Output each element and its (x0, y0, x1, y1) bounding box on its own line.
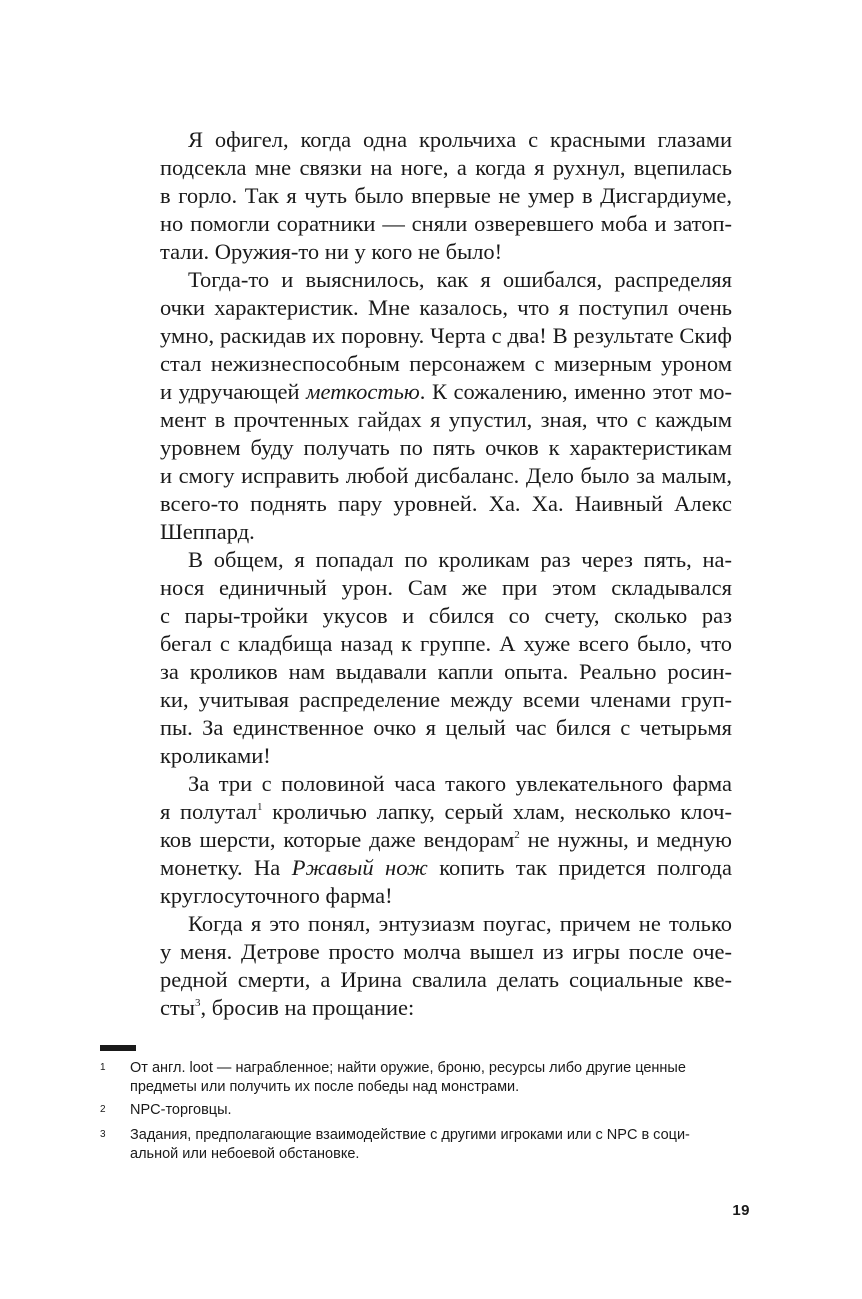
text-line (160, 378, 732, 406)
text-line: у меня. Детрове просто молча вышел из игры после оче- (160, 939, 732, 964)
text-line: очки характеристик. Мне казалось, что я поступил очень (160, 295, 732, 320)
text-line: бегал с кладбища назад к группе. А хуже всего было, что (160, 631, 732, 656)
text-line: нося единичный урон. Сам же при этом складывался (160, 575, 732, 600)
text-span: . К сожалению, именно этот мо- (419, 379, 732, 404)
text-span: я полутал (160, 799, 258, 824)
text-line: Когда я это понял, энтузиазм поугас, причем не только (188, 911, 732, 936)
text-line: редной смерти, а Ирина свалила делать социальные кве- (160, 967, 732, 992)
text-line (160, 994, 732, 1022)
text-line (160, 854, 732, 882)
footnote-ref: 3 (194, 997, 201, 1009)
footnote-text: альной или небоевой обстановке. (130, 1146, 360, 1162)
text-line: мент в прочтенных гайдах я упустил, зная, что с каждым (160, 407, 732, 432)
text-line: В общем, я попадал по кроликам раз через пять, на- (188, 547, 732, 572)
text-line: но помогли соратники — сняли озверевшего моба и затоп- (160, 211, 732, 236)
italic-text: меткостью (306, 379, 420, 404)
text-span: копить так придется полгода (427, 855, 732, 880)
text-line: тали. Оружия-то ни у кого не было! (160, 239, 503, 264)
text-line: и смогу исправить любой дисбаланс. Дело было за малым, (160, 463, 732, 488)
text-span: кроличью лапку, серый хлам, несколько клоч- (262, 799, 732, 824)
text-line: кроликами! (160, 743, 271, 768)
text-span: монетку. На (160, 855, 292, 880)
text-line: с пары-тройки укусов и сбился со счету, сколько раз (160, 603, 732, 628)
text-line: уровнем буду получать по пять очков к характеристикам (160, 435, 732, 460)
text-line: круглосуточного фарма! (160, 883, 393, 908)
text-line: в горло. Так я чуть было впервые не умер в Дисгардиуме, (160, 183, 732, 208)
text-line: подсекла мне связки на ноге, а когда я рухнул, вцепилась (160, 155, 732, 180)
footnote-rule (100, 1045, 136, 1051)
footnote-ref: 1 (257, 801, 263, 813)
footnote-number: 3 (100, 1129, 106, 1140)
text-line (160, 826, 732, 854)
footnote-text: От англ. loot — награбленное; найти оружие, броню, ресурсы либо другие ценные (130, 1060, 686, 1076)
footnote-text: предметы или получить их после победы над монстрами. (130, 1079, 520, 1095)
text-line: всего-то поднять пару уровней. Ха. Ха. Наивный Алекс (160, 491, 732, 516)
footnote-number: 1 (100, 1062, 106, 1073)
text-line: Я офигел, когда одна крольчиха с красными глазами (188, 127, 732, 152)
footnote-ref: 2 (514, 829, 520, 841)
text-line (160, 798, 732, 826)
text-span: сты (160, 995, 195, 1020)
text-line: стал нежизнеспособным персонажем с мизерным уроном (160, 351, 732, 376)
text-span: и удручающей (160, 379, 307, 404)
text-span: не нужны, и медную (519, 827, 732, 852)
footnote-text: Задания, предполагающие взаимодействие с другими игроками или с NPC в соци- (130, 1127, 690, 1143)
footnote-number: 2 (100, 1104, 106, 1115)
text-line: За три с половиной часа такого увлекательного фарма (188, 771, 732, 796)
italic-text: Ржавый нож (291, 855, 428, 880)
text-span: , бросив на прощание: (200, 995, 415, 1020)
text-span: ков шерсти, которые даже вендорам (160, 827, 515, 852)
text-line: за кроликов нам выдавали капли опыта. Реально росин- (160, 659, 732, 684)
text-line: умно, раскидав их поровну. Черта с два! В результате Скиф (160, 323, 732, 348)
page-number: 19 (732, 1202, 750, 1219)
text-line: Тогда-то и выяснилось, как я ошибался, распределяя (188, 267, 732, 292)
text-line: пы. За единственное очко я целый час бился с четырьмя (160, 715, 732, 740)
text-line: Шеппард. (160, 519, 255, 544)
text-line: ки, учитывая распределение между всеми членами груп- (160, 687, 732, 712)
footnote-text: NPC-торговцы. (130, 1102, 232, 1118)
